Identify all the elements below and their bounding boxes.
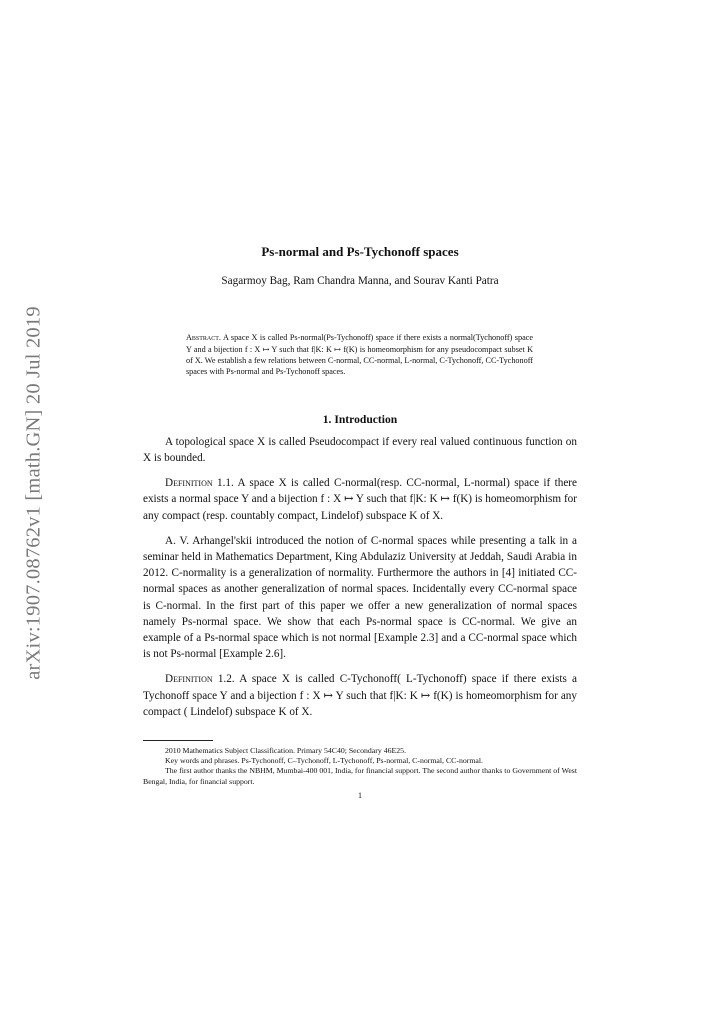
definition-1-1-label: Definition 1.1. xyxy=(165,477,234,490)
paper-title: Ps-normal and Ps-Tychonoff spaces xyxy=(261,244,459,259)
section-heading-introduction: 1. Introduction xyxy=(322,412,398,426)
definition-1-2-text: A space X is called C-Tychonoff( L-Tychonoff) space if there exists a Tychonoff space Y and a bijection f : X ↦ Y such that f|K: K ↦ f(K) is homeomorphism for any compact ( Lindelof) subspace K of X. xyxy=(143,673,577,718)
intro-paragraph-arhangelskii: A. V. Arhangel'skii introduced the notion of C-normal spaces while presenting a talk in a seminar held in Mathematics Department, King Abdulaziz University at Jeddah, Saudi Arabia in 2012. C-normality is a generalization of normality. Furthermore the authors in [4] initiated CC-normal spaces as another generalization of normal spaces. Incidentally every CC-normal space is C-normal. In the first part of this paper we offer a new generalization of normal spaces namely Ps-normal space. We show that each Ps-normal space is CC-normal. We give an example of a Ps-normal space which is not normal [Example 2.3] and a CC-normal space which is not Ps-normal [Example 2.6]. xyxy=(143,534,577,661)
abstract-text: A space X is called Ps-normal(Ps-Tychonoff) space if there exists a normal(Tychonoff) space Y and a bijection f : X ↦ Y such that f|K: K ↦ f(K) is homeomorphism for any pseudocompact subset K of X. We establish a few relations between C-normal, CC-normal, L-normal, C-Tychonoff, CC-Tychonoff spaces with Ps-normal and Ps-Tychonoff spaces. xyxy=(186,333,533,377)
footnote-divider xyxy=(143,740,213,741)
arxiv-identifier-text: arXiv:1907.08762v1 [math.GN] 20 Jul 2019 xyxy=(22,306,45,680)
definition-1-1-text: A space X is called C-normal(resp. CC-normal, L-normal) space if there exists a normal space Y and a bijection f : X ↦ Y such that f|K: K ↦ f(K) is homeomorphism for any compact (resp. countably compact, Lindelof) subspace K of X. xyxy=(143,477,577,522)
arxiv-identifier-stamp xyxy=(23,283,45,703)
footnote-msc: 2010 Mathematics Subject Classification. Primary 54C40; Secondary 46E25. xyxy=(165,746,407,756)
definition-1-1 xyxy=(143,475,577,524)
footnote-thanks: The first author thanks the NBHM, Mumbai-400 001, India, for financial support. The second author thanks to Government of West Bengal, India, for financial support. xyxy=(143,766,577,786)
definition-1-2-label: Definition 1.2. xyxy=(165,673,235,686)
footnote-keywords: Key words and phrases. Ps-Tychonoff, C–Tychonoff, L-Tychonoff, Ps-normal, C-normal, CC-normal. xyxy=(165,756,483,766)
paper-authors: Sagarmoy Bag, Ram Chandra Manna, and Sourav Kanti Patra xyxy=(221,275,499,288)
page-number: 1 xyxy=(358,790,362,800)
intro-paragraph-pseudocompact: A topological space X is called Pseudocompact if every real valued continuous function on X is bounded. xyxy=(143,435,577,464)
abstract-label: Abstract. xyxy=(186,333,221,343)
definition-1-2 xyxy=(143,671,577,720)
paper-page xyxy=(143,244,577,804)
abstract-block xyxy=(186,332,533,377)
